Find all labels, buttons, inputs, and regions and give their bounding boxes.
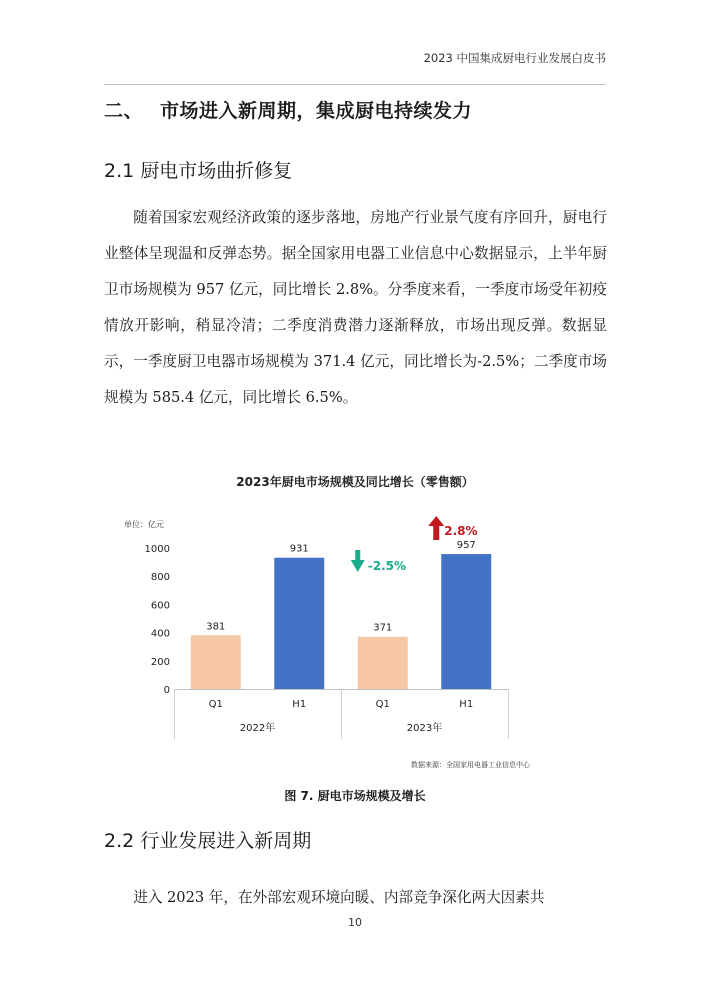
subsection-heading-2-2: 2.2 行业发展进入新周期	[104, 830, 312, 852]
subsection-heading-2-1: 2.1 厨电市场曲折修复	[104, 160, 293, 182]
chart-source: 数据来源：全国家用电器工业信息中心	[411, 761, 530, 769]
header-title: 2023 中国集成厨电行业发展白皮书	[423, 51, 606, 65]
body-paragraph-2: 进入 2023 年，在外部宏观环境向暖、内部竞争深化两大因素共	[133, 889, 545, 906]
bar-value-label: 931	[289, 543, 309, 555]
y-tick-label: 600	[150, 600, 170, 612]
x-group-label: 2023年	[406, 723, 443, 734]
chart-unit-label: 单位：亿元	[124, 520, 164, 529]
y-tick-label: 1000	[144, 544, 170, 555]
chart-title: 2023年厨电市场规模及同比增长（零售额）	[236, 475, 474, 489]
chart-svg	[104, 470, 607, 780]
section-heading	[104, 96, 472, 123]
bar-2023年-H1	[441, 554, 491, 689]
figure-caption: 图 7. 厨电市场规模及增长	[284, 789, 426, 803]
down-arrow-icon	[355, 550, 360, 560]
market-size-chart	[104, 470, 607, 780]
bar-2023年-Q1	[358, 637, 408, 689]
x-tick-label: H1	[459, 699, 474, 710]
header-divider	[104, 84, 606, 85]
bar-value-label: 381	[206, 621, 226, 633]
growth-annotation: 2.8%	[444, 524, 478, 538]
bar-value-label: 957	[456, 540, 476, 552]
bar-2022年-Q1	[191, 635, 241, 689]
bar-value-label: 371	[373, 622, 393, 634]
y-tick-label: 400	[150, 628, 170, 640]
body-paragraph-1: 随着国家宏观经济政策的逐步落地，房地产行业景气度有序回升，厨电行业整体呈现温和反弹态势。据全国家用电器工业信息中心数据显示，上半年厨卫市场规模为 957 亿元，同比增长 2.8%。分季度来看，一季度市场受年初疫情放开影响，稍显冷清；二季度消费潜力逐渐释放，市场出现反弹。数据显示，一季度厨卫电器市场规模为 371.4 亿元，同比增长为-2.5%；二季度市场规模为 585.4 亿元，同比增长 6.5%。	[104, 209, 607, 406]
x-tick-label: H1	[292, 699, 307, 710]
y-tick-label: 0	[163, 685, 170, 696]
bar-2022年-H1	[274, 558, 324, 689]
page-number: 10	[348, 916, 362, 929]
section-title: 市场进入新周期，集成厨电持续发力	[160, 100, 473, 122]
x-group-label: 2022年	[239, 723, 276, 734]
growth-annotation: -2.5%	[367, 559, 407, 573]
x-tick-label: Q1	[375, 699, 390, 710]
y-tick-label: 200	[150, 656, 170, 668]
section-number: 二、	[104, 100, 144, 122]
y-tick-label: 800	[150, 572, 170, 584]
up-arrow-icon-head	[428, 516, 444, 526]
x-tick-label: Q1	[208, 699, 223, 710]
up-arrow-icon	[433, 526, 439, 540]
down-arrow-icon-head	[351, 560, 365, 572]
